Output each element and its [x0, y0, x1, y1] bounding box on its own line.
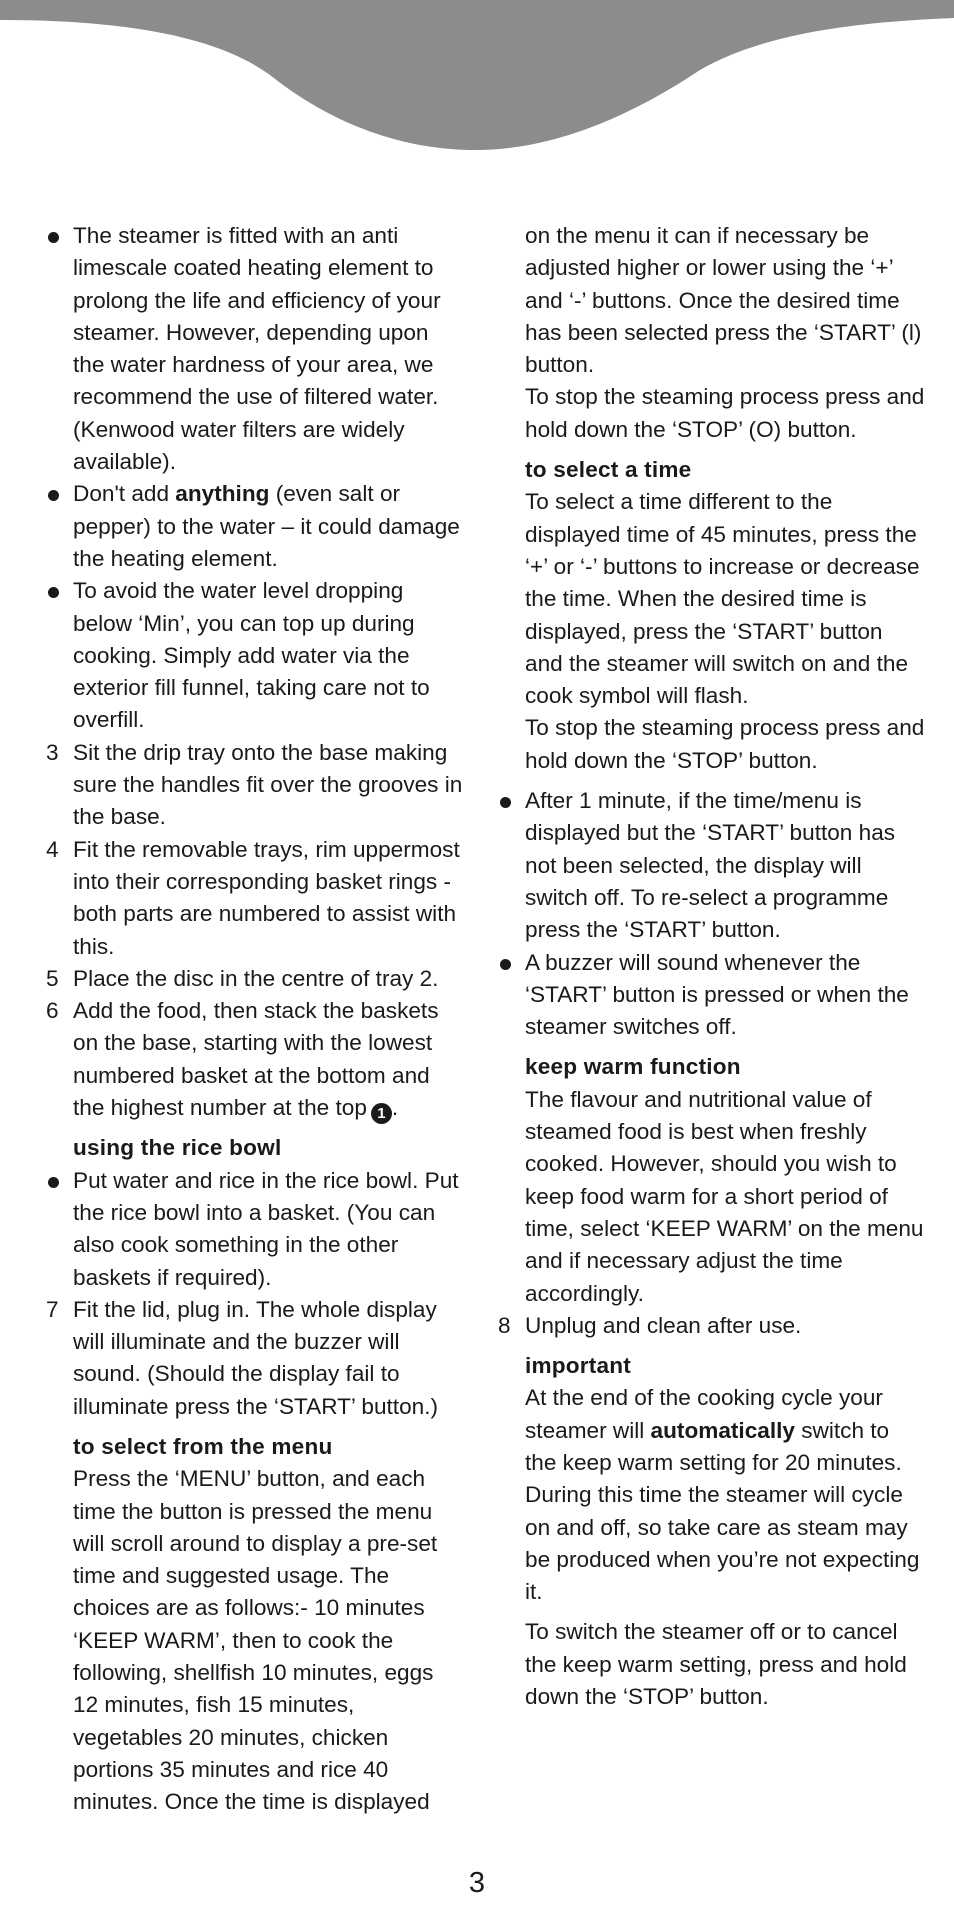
- step-8: [496, 1310, 926, 1342]
- step-text: Sit the drip tray onto the base making sure the handles fit over the grooves in the base.: [73, 739, 463, 830]
- section-heading-keep-warm: keep warm function: [525, 1054, 741, 1080]
- bullet-icon: [48, 587, 59, 598]
- step-4: [44, 834, 464, 963]
- figure-ref-icon: 1: [371, 1103, 392, 1124]
- bullet-item-buzzer: [496, 947, 926, 1044]
- bullet-icon: [48, 1177, 59, 1188]
- bullet-text: After 1 minute, if the time/menu is displayed but the ‘START’ button has not been selected, the display will switch off. To re-select a programme press the ‘START’ button.: [525, 788, 896, 943]
- step-6: [44, 995, 464, 1124]
- select-time-paragraph: To select a time different to the displayed time of 45 minutes, press the ‘+’ or ‘-’ buttons to increase or decrease the time. When the desired time is displayed, press the ‘START’ button and the steamer will switch on and the cook symbol will flash.: [525, 489, 920, 709]
- section-heading-menu: to select from the menu: [73, 1433, 333, 1459]
- section-heading-important: important: [525, 1353, 631, 1379]
- bullet-text: To avoid the water level dropping below ‘Min’, you can top up during cooking. Simply add water via the exterior fill funnel, taking care not to overfill.: [73, 578, 430, 733]
- bullet-text: (even salt or pepper) to the water – it could damage the heating element.: [73, 481, 460, 571]
- page-number: 3: [468, 1867, 486, 1899]
- bullet-icon: [48, 232, 59, 243]
- bullet-text: Put water and rice in the rice bowl. Put the rice bowl into a basket. (You can also cook something in the other baskets if required).: [73, 1167, 459, 1290]
- bullet-item-no-additives: [44, 478, 464, 575]
- step-text-end: .: [391, 1095, 399, 1121]
- important-text: At the end of the cooking cycle your steamer will: [525, 1385, 883, 1443]
- bullet-text: A buzzer will sound whenever the ‘START’ button is pressed or when the steamer switches off.: [525, 949, 909, 1040]
- right-column: [496, 220, 926, 1713]
- bullet-text: The steamer is fitted with an anti limescale coated heating element to prolong the life and efficiency of your steamer. However, depending upon the water hardness of your area, we recommend the use of filtered water. (Kenwood water filters are widely available).: [73, 223, 441, 475]
- section-heading-rice-bowl: using the rice bowl: [73, 1135, 282, 1161]
- step-text: Fit the lid, plug in. The whole display will illuminate and the buzzer will sound. (Should the display fail to illuminate press the ‘START’ button.): [73, 1296, 438, 1419]
- stop-paragraph: To stop the steaming process press and hold down the ‘STOP’ (O) button.: [525, 384, 925, 442]
- menu-paragraph-continued: on the menu it can if necessary be adjusted higher or lower using the ‘+’ and ‘-’ buttons. Once the desired time has been selected press the ‘START’ (l) button.: [525, 223, 922, 378]
- step-text: Unplug and clean after use.: [525, 1312, 802, 1338]
- step-3: [44, 737, 464, 834]
- bullet-text: Don't add: [73, 481, 176, 507]
- bullet-item-limescale: [44, 220, 464, 478]
- bullet-icon: [500, 797, 511, 808]
- step-number: 7: [46, 1296, 59, 1322]
- section-heading-select-time: to select a time: [525, 457, 692, 483]
- step-text: Fit the removable trays, rim uppermost into their corresponding basket rings - both parts are numbered to assist with this.: [73, 836, 460, 959]
- step-number: 3: [46, 739, 59, 765]
- bullet-item-rice-bowl: [44, 1165, 464, 1294]
- emphasis-text: anything: [175, 481, 270, 507]
- bullet-item-display-timeout: [496, 785, 926, 946]
- bullet-item-water-level: [44, 575, 464, 736]
- important-paragraph: [496, 1382, 926, 1608]
- left-column: [44, 220, 464, 1819]
- stop-paragraph: To stop the steaming process press and hold down the ‘STOP’ button.: [525, 715, 925, 773]
- step-number: 4: [46, 836, 59, 862]
- important-text: switch to the keep warm setting for 20 minutes. During this time the steamer will cycle on and off, so take care as steam may be produced when you’re not expecting it.: [525, 1417, 920, 1605]
- step-5: [44, 963, 464, 995]
- step-text: Add the food, then stack the baskets on the base, starting with the lowest numbered basket at the bottom and the highest number at the top: [73, 998, 439, 1121]
- step-number: 8: [498, 1312, 511, 1338]
- bullet-icon: [48, 490, 59, 501]
- step-text: Place the disc in the centre of tray 2.: [73, 965, 439, 991]
- header-wave-band: [0, 0, 954, 160]
- bullet-icon: [500, 959, 511, 970]
- step-number: 6: [46, 998, 59, 1024]
- menu-paragraph: Press the ‘MENU’ button, and each time the button is pressed the menu will scroll around to display a pre-set time and suggested usage. The choices are as follows:- 10 minutes ‘KEEP WARM’, then to cook the following, shellfish 10 minutes, eggs 12 minutes, fish 15 minutes, vegetables 20 minutes, chicken portions 35 minutes and rice 40 minutes. Once the time is displayed: [73, 1466, 438, 1815]
- switch-off-paragraph: To switch the steamer off or to cancel the keep warm setting, press and hold down the ‘STOP’ button.: [525, 1619, 907, 1710]
- step-7: [44, 1294, 464, 1423]
- step-number: 5: [46, 965, 59, 991]
- emphasis-text: automatically: [650, 1417, 795, 1443]
- keep-warm-paragraph: The flavour and nutritional value of steamed food is best when freshly cooked. However, should you wish to keep food warm for a short period of time, select ‘KEEP WARM’ on the menu and if necessary adjust the time accordingly.: [525, 1086, 924, 1306]
